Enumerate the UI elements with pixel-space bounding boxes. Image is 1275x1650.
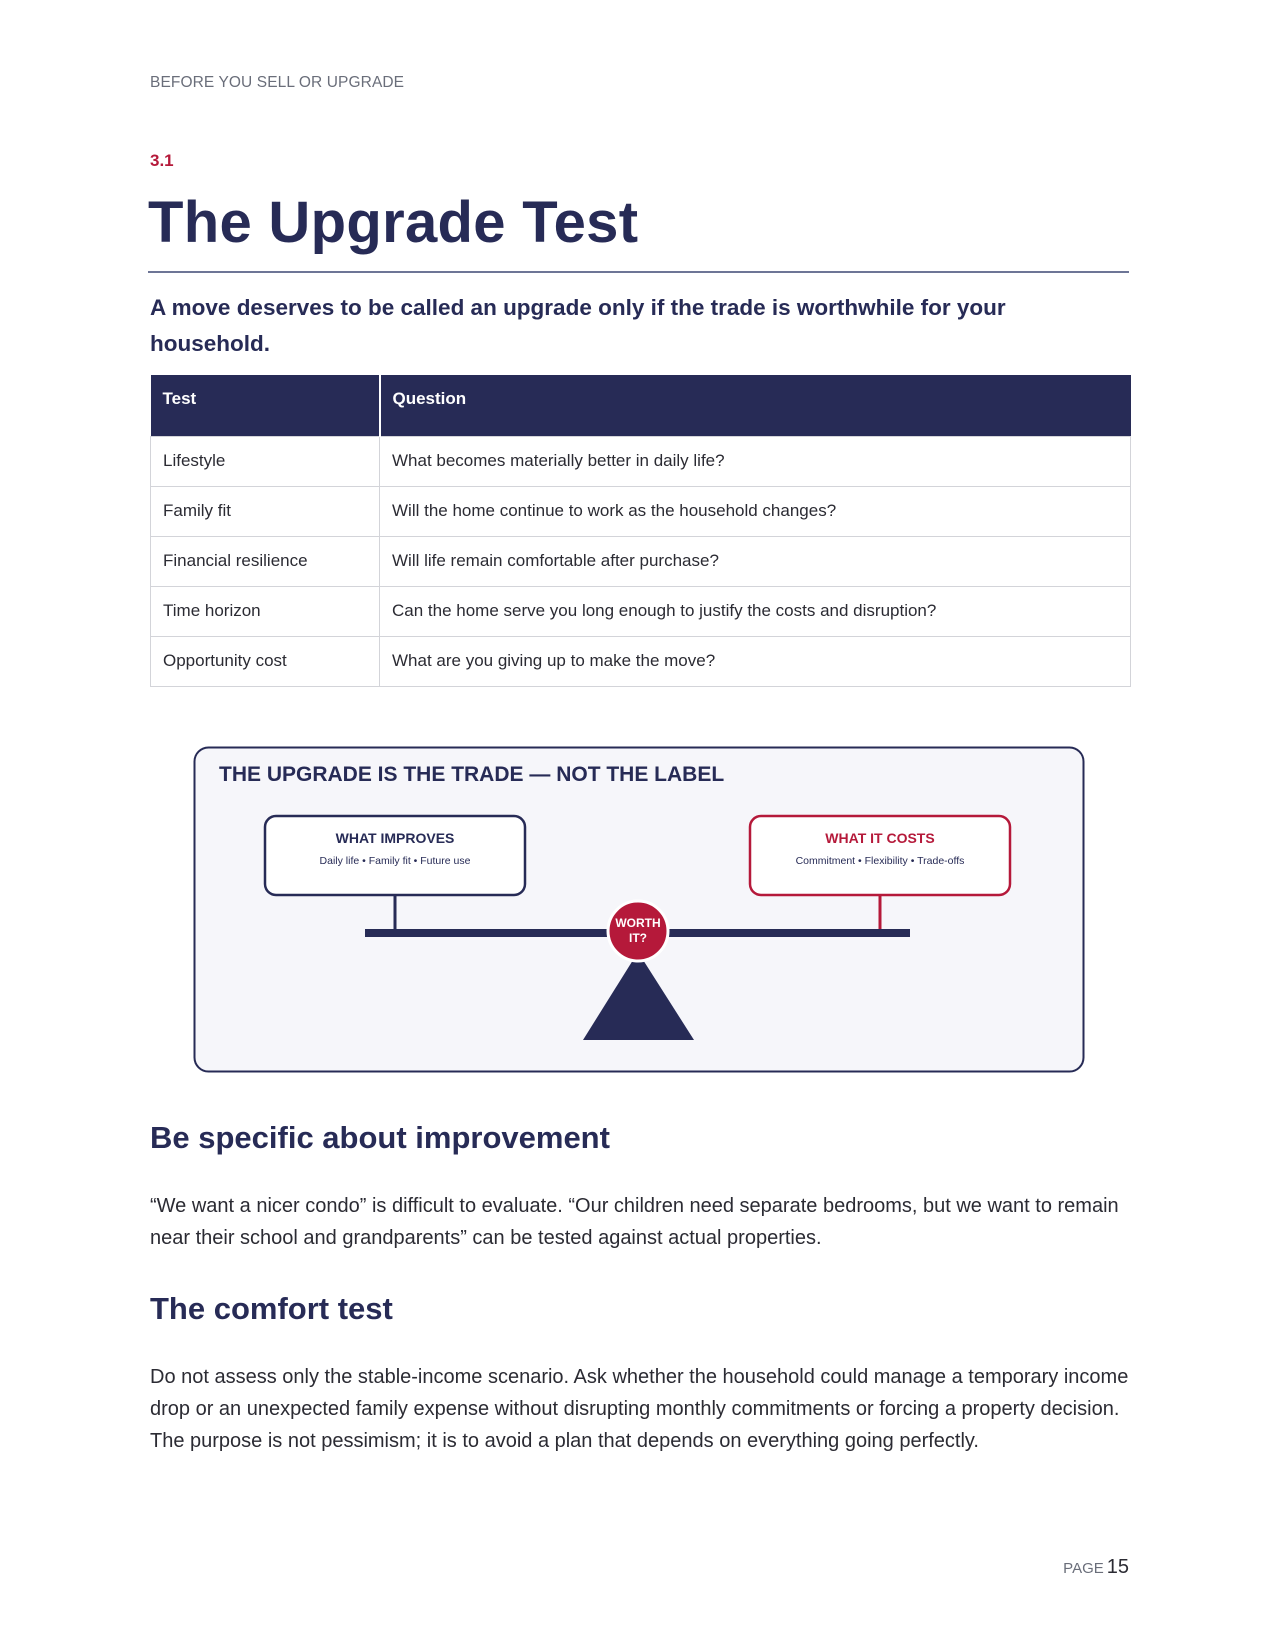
costs-box-title: WHAT IT COSTS [825,830,935,846]
costs-box-items: Commitment • Flexibility • Trade-offs [795,855,965,867]
question-cell: Will life remain comfortable after purchase? [380,536,1131,586]
question-cell: What becomes materially better in daily life? [380,436,1131,486]
costs-item: Commitment [795,855,856,867]
improves-box-title: WHAT IMPROVES [335,830,455,846]
improves-box-items: Daily life • Family fit • Future use [319,855,471,867]
test-cell: Financial resilience [151,536,380,586]
diagram-title: THE UPGRADE IS THE TRADE — NOT THE LABEL [219,763,725,786]
column-header-question: Question [380,375,1131,436]
section-body-improvement: “We want a nicer condo” is difficult to evaluate. “Our children need separate bedrooms, but we want to remain near their school and grandparents” can be tested against actual properties. [150,1195,1119,1249]
table-row [151,636,1131,686]
title-rule [148,271,1129,273]
page-label: PAGE [1063,1560,1104,1577]
worth-it-label: WORTH [615,916,661,930]
column-header-test: Test [151,375,380,436]
test-cell: Time horizon [151,586,380,636]
question-cell: What are you giving up to make the move? [380,636,1131,686]
lead-paragraph: A move deserves to be called an upgrade only if the trade is worthwhile for your household. [150,295,1006,356]
costs-item: Flexibility [864,855,908,867]
page-title: The Upgrade Test [148,190,639,255]
trade-balance-diagram [193,746,1085,1073]
worth-it-label: IT? [629,931,647,945]
table-row [151,486,1131,536]
table-header-row [151,375,1131,436]
table-row [151,586,1131,636]
page-footer [1063,1556,1129,1579]
upgrade-test-table [150,375,1131,687]
costs-item: Trade-offs [917,855,965,867]
improves-item: Future use [420,855,471,867]
table-row [151,436,1131,486]
test-cell: Family fit [151,486,380,536]
section-heading-comfort-test: The comfort test [150,1291,393,1326]
section-number: 3.1 [150,151,174,170]
question-cell: Can the home serve you long enough to justify the costs and disruption? [380,586,1131,636]
table-row [151,536,1131,586]
test-cell: Lifestyle [151,436,380,486]
improves-item: Daily life [319,855,360,867]
section-heading-improvement: Be specific about improvement [150,1120,610,1155]
question-cell: Will the home continue to work as the household changes? [380,486,1131,536]
page-number: 15 [1106,1556,1129,1578]
test-cell: Opportunity cost [151,636,380,686]
improves-item: Family fit [368,855,411,867]
running-header: BEFORE YOU SELL OR UPGRADE [150,74,405,91]
section-body-comfort-test: Do not assess only the stable-income scenario. Ask whether the household could manage a temporary income drop or an unexpected family expense without disrupting monthly commitments or forcing a property decision. The purpose is not pessimism; it is to avoid a plan that depends on everything going perfectly. [150,1366,1129,1452]
